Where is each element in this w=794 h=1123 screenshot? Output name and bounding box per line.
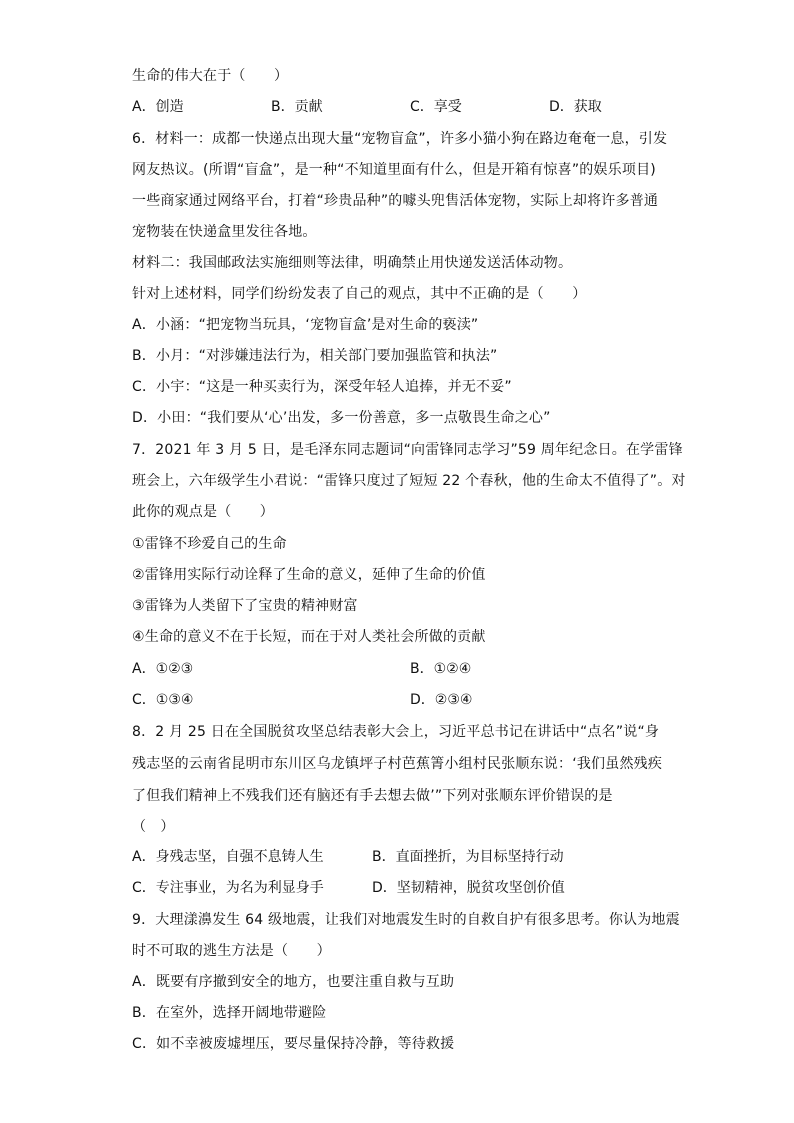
q9-option-c: C．如不幸被废墟埋压，要尽量保持冷静，等待救援 <box>132 1036 455 1052</box>
q9-line-1: 9．大理漾濞发生 64 级地震，让我们对地震发生时的自救自护有很多思考。你认为地震 <box>132 912 680 928</box>
q7-statement-3: ③雷锋为人类留下了宝贵的精神财富 <box>132 598 358 614</box>
q6-option-b: B．小月：“对涉嫌违法行为，相关部门要加强监管和执法” <box>132 348 498 364</box>
q7-statement-4: ④生命的意义不在于长短，而在于对人类社会所做的贡献 <box>132 629 486 645</box>
q8-line-2: 残志坚的云南省昆明市东川区乌龙镇坪子村芭蕉箐小组村民张顺东说：‘我们虽然残疾 <box>132 756 663 772</box>
q5-stem: 生命的伟大在于（ ） <box>132 68 289 84</box>
q5-option-d: D．获取 <box>549 99 602 115</box>
q7-option-a: A．①②③ <box>132 661 194 677</box>
q6-line-4: 宠物装在快递盒里发往各地。 <box>132 224 317 240</box>
q6-line-5: 材料二：我国邮政法实施细则等法律，明确禁止用快递发送活体动物。 <box>132 255 573 271</box>
q5-option-a: A．创造 <box>132 99 184 115</box>
q9-option-b: B．在室外，选择开阔地带避险 <box>132 1005 327 1021</box>
q6-option-d: D．小田：“我们要从‘心’出发，多一份善意，多一点敬畏生命之心” <box>132 410 551 426</box>
q8-line-3: 了但我们精神上不残我们还有脑还有手去想去做’”下列对张顺东评价错误的是 <box>132 788 613 804</box>
q8-line-4: （ ） <box>132 819 175 835</box>
q9-line-2: 时不可取的逃生方法是（ ） <box>132 943 331 959</box>
q8-option-d: D．坚韧精神，脱贫攻坚创价值 <box>372 880 565 896</box>
q5-option-b: B．贡献 <box>271 99 323 115</box>
q5-option-c: C．享受 <box>410 99 462 115</box>
q7-option-b: B．①②④ <box>410 661 472 677</box>
q8-option-c: C．专注事业，为名为利显身手 <box>132 880 324 896</box>
q6-option-a: A．小涵：“把宠物当玩具，‘宠物盲盒’是对生命的亵渎” <box>132 317 479 333</box>
q7-option-d: D．②③④ <box>410 692 473 708</box>
q8-line-1: 8．2 月 25 日在全国脱贫攻坚总结表彰大会上，习近平总书记在讲话中“点名”说“身 <box>132 724 660 740</box>
q7-line-2: 班会上，六年级学生小君说：“雷锋只度过了短短 22 个春秋，他的生命太不值得了”。对 <box>132 473 686 489</box>
q7-statement-1: ①雷锋不珍爱自己的生命 <box>132 536 287 552</box>
q6-line-3: 一些商家通过网络平台，打着“珍贵品种”的噱头兜售活体宠物，实际上却将许多普通 <box>132 193 659 209</box>
q8-option-a: A．身残志坚，自强不息铸人生 <box>132 849 324 865</box>
q6-line-6: 针对上述材料，同学们纷纷发表了自己的观点，其中不正确的是（ ） <box>132 286 587 302</box>
q7-option-c: C．①③④ <box>132 692 194 708</box>
q7-line-1: 7．2021 年 3 月 5 日，是毛泽东同志题词“向雷锋同志学习”59 周年纪念日。在学雷锋 <box>132 442 683 458</box>
q7-statement-2: ②雷锋用实际行动诠释了生命的意义，延伸了生命的价值 <box>132 567 486 583</box>
q8-option-b: B．直面挫折，为目标坚持行动 <box>372 849 564 865</box>
q6-option-c: C．小宇：“这是一种买卖行为，深受年轻人追捧，并无不妥” <box>132 379 512 395</box>
q6-line-2: 网友热议。(所谓“盲盒”，是一种“不知道里面有什么，但是开箱有惊喜”的娱乐项目) <box>132 162 656 178</box>
q7-line-3: 此你的观点是（ ） <box>132 504 274 520</box>
q6-line-1: 6．材料一：成都一快递点出现大量“宠物盲盒”，许多小猫小狗在路边奄奄一息，引发 <box>132 131 668 147</box>
q9-option-a: A．既要有序撤到安全的地方，也要注重自救与互助 <box>132 974 455 990</box>
